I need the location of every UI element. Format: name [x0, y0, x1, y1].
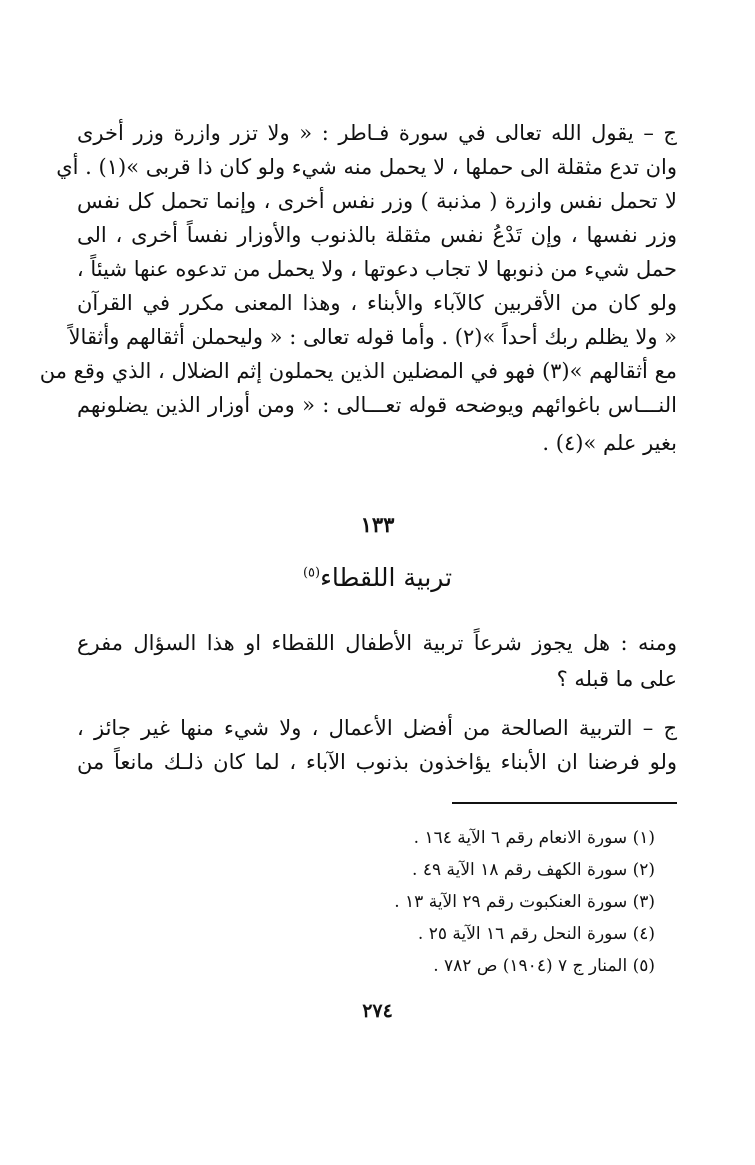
text-line: النـــاس باغوائهم ويوضحه قوله تعـــالى : « ومن أوزار الذين يضلونهم [77, 393, 677, 417]
text-line: بغير علم »(٤) . [542, 431, 677, 455]
text-line: حمل شيء من ذنوبها لا تجاب دعوتها ، ولا يحمل من تدعوه عنها شيئاً ، [76, 257, 677, 281]
text-line: ولو كان من الأقربين كالآباء والأبناء ، وهذا المعنى مكرر في القرآن [77, 291, 677, 315]
text-line: لا تحمل نفس وازرة ( مذنبة ) وزر نفس أخرى ، وإنما تحمل كل نفس [77, 189, 677, 213]
footnote: (١) سورة الانعام رقم ٦ الآية ١٦٤ . [413, 828, 655, 848]
text-line: وزر نفسها ، وإن تَدْعُ نفس مثقلة بالذنوب والأوزار نفساً أخرى ، الى [77, 223, 677, 247]
text-line: وان تدع مثقلة الى حملها ، لا يحمل منه شيء ولو كان ذا قربى »(١) . أي [56, 155, 677, 179]
footnote: (٢) سورة الكهف رقم ١٨ الآية ٤٩ . [412, 860, 655, 880]
page-number: ٢٧٤ [362, 1000, 393, 1022]
footnote: (٣) سورة العنكبوت رقم ٢٩ الآية ١٣ . [394, 892, 655, 912]
text-line: مع أثقالهم »(٣) فهو في المضلين الذين يحملون إثم الضلال ، الذي وقع من [39, 359, 677, 383]
text-line: ج – التربية الصالحة من أفضل الأعمال ، ولا شيء منها غير جائز ، [77, 716, 677, 740]
text-line: على ما قبله ؟ [556, 667, 677, 691]
text-line: ولو فرضنا ان الأبناء يؤاخذون بذنوب الآباء ، لما كان ذلـك مانعاً من [77, 750, 677, 774]
text-line: « ولا يظلم ربك أحداً »(٢) . وأما قوله تعالى : « وليحملن أثقالهم وأثقالاً [68, 325, 677, 349]
section-number: ١٣٣ [360, 512, 395, 537]
section-title-footnote-ref: (٥) [302, 565, 321, 581]
footnote-separator [452, 802, 677, 804]
footnote: (٤) سورة النحل رقم ١٦ الآية ٢٥ . [417, 924, 655, 944]
footnote: (٥) المنار ج ٧ (١٩٠٤) ص ٧٨٢ . [433, 956, 655, 976]
text-line: ومنه : هل يجوز شرعاً تربية الأطفال اللقطاء او هذا السؤال مفرع [77, 631, 677, 655]
text-line: ج – يقول الله تعالى في سورة فـاطر : « ولا تزر وازرة وزر أخرى [77, 121, 677, 145]
section-title [0, 563, 755, 592]
section-title-text: تربية اللقطاء [320, 563, 453, 592]
